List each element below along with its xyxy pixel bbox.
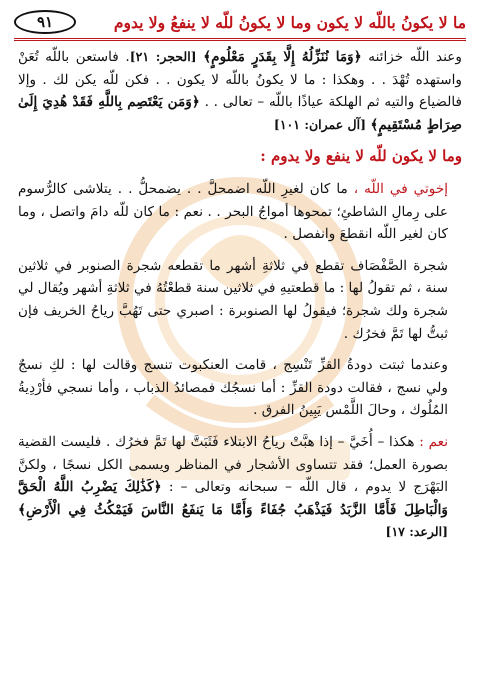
- running-title: ما لا يكونُ باللّه لا يكون وما لا يكونُ للّه لا ينفعُ ولا يدوم: [113, 12, 466, 32]
- quran-verse-3: ﴿كَذَٰلِكَ يَضْرِبُ اللَّهُ الْحَقَّ وَالْبَاطِلَ فَأَمَّا الزَّبَدُ فَيَذْهَبُ جُفَاءً وَأَمَّا مَا يَنفَعُ النَّاسَ فَيَمْكُثُ فِي الْأَرْضِ﴾: [18, 479, 448, 518]
- verse-reference-3: [الرعد: ١٧]: [385, 524, 448, 540]
- paragraph-3: [18, 255, 462, 345]
- paragraph-3-text: شجرة الصَّفْصَاف تقطع في ثلاثةِ أشهر ما تقطعه شجرة الصنوبر في ثلاثين سنة ، ثم تقولُ لها : ما قطعتيهِ في ثلاثين سنة قطعْتُهُ في ثلاثةِ أشهر ويُقال لي شجرة ولك شجرة؛ فيقولُ لها الصنوبرة : اصبري حتى تَهُبَّ رياحُ الخريف فإن ثبتُّ لها تَمَّ فخرُك .: [18, 257, 448, 342]
- page-body: [18, 46, 462, 553]
- paragraph-5-text: هكذا – أُخَيَّ – إذا هبَّتْ رياحُ الابتلاء فَثَبَتَّ لها تَمَّ فخرُك . فليست القضية بصورة العمل؛ فقد تتساوى الأشجار في المناظر ويسمى الكل نسجًا ، ولكنَّ البَهْرَج لا يدوم ، قال اللّه – سبحانه وتعالى – :: [18, 433, 448, 496]
- page-number: ٩١: [14, 10, 76, 34]
- paragraph-1-rest: . فاستعن باللّه تُعَنْ واستهده تُهْدَ . . وهكذا : ما لا يكونُ باللّه لا يكون . . فكن للّه يكن لك . وإلا فالضياع والتيه ثم الهلكة عياذًا باللّه – تعالى . .: [18, 49, 462, 111]
- header-divider: [14, 38, 466, 41]
- quran-verse-2: ﴿وَمَن يَعْتَصِم بِاللَّهِ فَقَدْ هُدِيَ إِلَىٰ صِرَاطٍ مُسْتَقِيمٍ﴾: [18, 94, 462, 133]
- verse-reference-2: [آل عمران: ١٠١]: [273, 116, 367, 132]
- paragraph-2-text: ما كان لغيرِ اللّه اضمحلَّ . . يضمحلُّ . . يتلاشى كالرُّسوم على رِمالِ الشاطئِ؛ تمحوها أمواجُ البحر . . نعم : ما كان للّه دامَ واتصل ، وما كان لغير اللّه انقطعَ وانفصل .: [18, 180, 448, 243]
- paragraph-1: [18, 46, 462, 136]
- address-phrase: إخوتي في اللّه ،: [353, 180, 448, 197]
- quran-verse-1: ﴿وَمَا نُنَزِّلُهُ إِلَّا بِقَدَرٍ مَعْلُومٍ﴾: [203, 49, 362, 65]
- paragraph-4: [18, 354, 462, 422]
- paragraph-2: [18, 178, 462, 246]
- page-header: [14, 8, 466, 36]
- emphasis-word: نعم :: [419, 433, 448, 450]
- paragraph-1-text: وعند اللّه خزائنه: [368, 49, 462, 65]
- verse-reference-1: [الحجر: ٢١]: [129, 49, 197, 64]
- paragraph-4-text: وعندما ثبتت دودةُ القزِّ تَنْسِج ، قامت العنكبوت تنسج وقالت لها : لكِ نسجٌ ولي نسج ، فقالت دودة القزِّ : أما نسجُك فمصائدُ الذباب ، وأما نسجي فأرْدِيةُ المُلُوك ، وحالَ اللَّمْس يَبِينُ الفرق .: [18, 357, 448, 419]
- paragraph-5: [18, 431, 462, 544]
- section-heading: وما لا يكون للّه لا ينفع ولا يدوم :: [260, 147, 462, 166]
